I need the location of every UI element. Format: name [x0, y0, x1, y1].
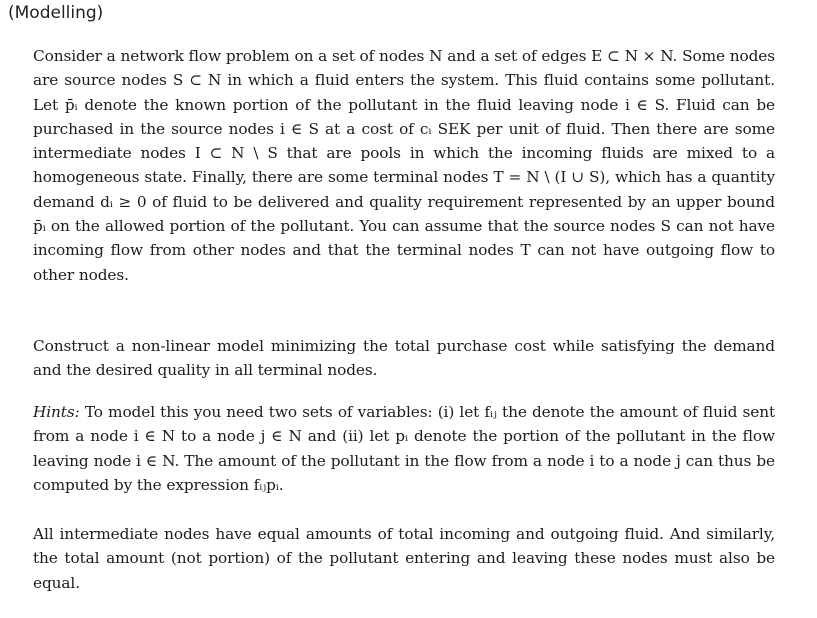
hints-text: To model this you need two sets of variables: (i) let fᵢⱼ the denote the amount of fluid sent from a node i ∈ N to a node j ∈ N and (ii) let pᵢ denote the portion of the pollutant in the flow leaving node i ∈ N. The amount of the pollutant in the flow from a node i to a node j can thus be computed by the expression fᵢⱼpᵢ. [33, 403, 775, 494]
hints-paragraph [33, 400, 775, 497]
task-paragraph: Construct a non-linear model minimizing the total purchase cost while satisfying the demand and the desired quality in all terminal nodes. [33, 337, 775, 380]
hints-label: Hints: [33, 403, 80, 421]
balance-note-paragraph: All intermediate nodes have equal amounts of total incoming and outgoing fluid. And similarly, the total amount (not portion) of the pollutant entering and leaving these nodes must also be equal. [33, 525, 775, 592]
problem-description-paragraph: Consider a network flow problem on a set of nodes N and a set of edges E ⊂ N × N. Some nodes are source nodes S ⊂ N in which a fluid enters the system. This fluid contains some pollutant. Let p̄ᵢ denote the known portion of the pollutant in the fluid leaving node i ∈ S. Fluid can be purchased in the source nodes i ∈ S at a cost of cᵢ SEK per unit of fluid. Then there are some intermediate nodes I ⊂ N \ S that are pools in which the incoming fluids are mixed to a homogeneous state. Finally, there are some terminal nodes T = N \ (I ∪ S), which has a quantity demand dᵢ ≥ 0 of fluid to be delivered and quality requirement represented by an upper bound p̄ᵢ on the allowed portion of the pollutant. You can assume that the source nodes S can not have incoming flow from other nodes and that the terminal nodes T can not have outgoing flow to other nodes. [33, 47, 775, 284]
section-heading: (Modelling) [8, 3, 104, 23]
